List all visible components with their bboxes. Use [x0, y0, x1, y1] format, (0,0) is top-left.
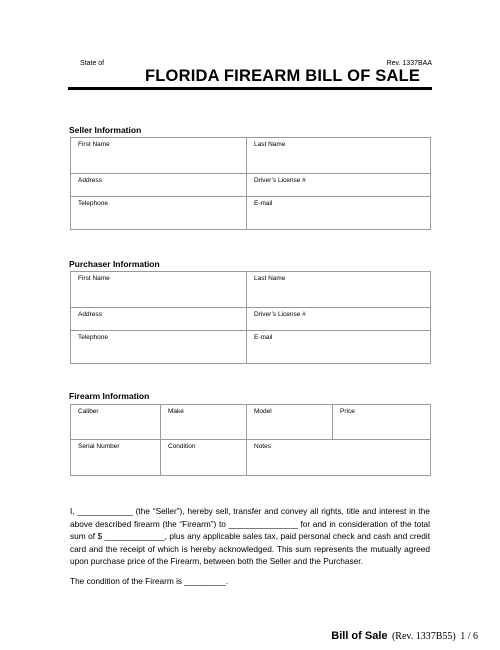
seller-license-field[interactable]: [247, 174, 431, 197]
firearm-serial-label: Serial Number: [78, 443, 120, 450]
footer-page-number: 1 / 6: [460, 631, 478, 642]
purchaser-last-name-field[interactable]: [247, 272, 431, 308]
firearm-model-label: Model: [254, 408, 272, 415]
seller-first-name-field[interactable]: [71, 138, 247, 174]
purchaser-first-name-label: First Name: [78, 275, 110, 282]
purchaser-license-field[interactable]: [247, 308, 431, 331]
seller-last-name-field[interactable]: [247, 138, 431, 174]
paragraph-line: above described firearm (the “Firearm”) to _______________ for and in consideration of the total: [70, 518, 430, 529]
footer: [331, 626, 478, 644]
seller-address-field[interactable]: [71, 174, 247, 197]
seller-email-field[interactable]: [247, 197, 431, 230]
firearm-caliber-field[interactable]: [71, 405, 161, 440]
purchaser-telephone-label: Telephone: [78, 334, 108, 341]
seller-telephone-label: Telephone: [78, 200, 108, 207]
paragraph-line: upon purchase price of the Firearm, between both the Seller and the Purchaser.: [70, 556, 363, 567]
purchaser-table: [70, 271, 431, 364]
firearm-section-heading: Firearm Information: [69, 391, 150, 401]
purchaser-email-field[interactable]: [247, 331, 431, 364]
title-rule: [68, 87, 432, 90]
purchaser-address-label: Address: [78, 311, 102, 318]
firearm-serial-field[interactable]: [71, 440, 161, 476]
firearm-notes-field[interactable]: [247, 440, 431, 476]
page-title: FLORIDA FIREARM BILL OF SALE: [145, 67, 421, 85]
firearm-price-field[interactable]: [333, 405, 431, 440]
firearm-condition-label: Condition: [168, 443, 196, 450]
seller-section-heading: Seller Information: [69, 125, 142, 135]
purchaser-section-heading: Purchaser Information: [69, 259, 160, 269]
purchaser-license-label: Driver’s License #: [254, 311, 306, 318]
firearm-condition-field[interactable]: [161, 440, 247, 476]
purchaser-last-name-label: Last Name: [254, 275, 286, 282]
seller-last-name-label: Last Name: [254, 141, 286, 148]
firearm-make-label: Make: [168, 408, 184, 415]
seller-address-label: Address: [78, 177, 102, 184]
paragraph-line: card and the receipt of which is hereby acknowledged. This sum represents the mutually agreed: [70, 543, 430, 554]
firearm-notes-label: Notes: [254, 443, 271, 450]
firearm-table: [70, 404, 431, 476]
purchaser-address-field[interactable]: [71, 308, 247, 331]
firearm-make-field[interactable]: [161, 405, 247, 440]
purchaser-first-name-field[interactable]: [71, 272, 247, 308]
sale-paragraph: [70, 505, 430, 568]
seller-email-label: E-mail: [254, 200, 273, 207]
state-label: State of: [80, 60, 105, 67]
firearm-model-field[interactable]: [247, 405, 333, 440]
purchaser-telephone-field[interactable]: [71, 331, 247, 364]
firearm-caliber-label: Caliber: [78, 408, 99, 415]
footer-doc-name: Bill of Sale: [331, 630, 388, 642]
footer-revision: (Rev. 1337B55): [391, 631, 456, 642]
condition-line: The condition of the Firearm is _________.: [70, 576, 229, 586]
paragraph-line: sum of $ _____________, plus any applicable sales tax, paid personal check and cash and credit: [70, 531, 430, 542]
firearm-price-label: Price: [340, 408, 355, 415]
seller-first-name-label: First Name: [78, 141, 110, 148]
seller-license-label: Driver’s License #: [254, 177, 306, 184]
seller-telephone-field[interactable]: [71, 197, 247, 230]
purchaser-email-label: E-mail: [254, 334, 273, 341]
seller-table: [70, 137, 431, 230]
revision-label: Rev. 1337BAA: [386, 60, 432, 67]
paragraph-line: I, ____________ (the “Seller”), hereby sell, transfer and convey all rights, title and interest in the: [70, 506, 430, 516]
